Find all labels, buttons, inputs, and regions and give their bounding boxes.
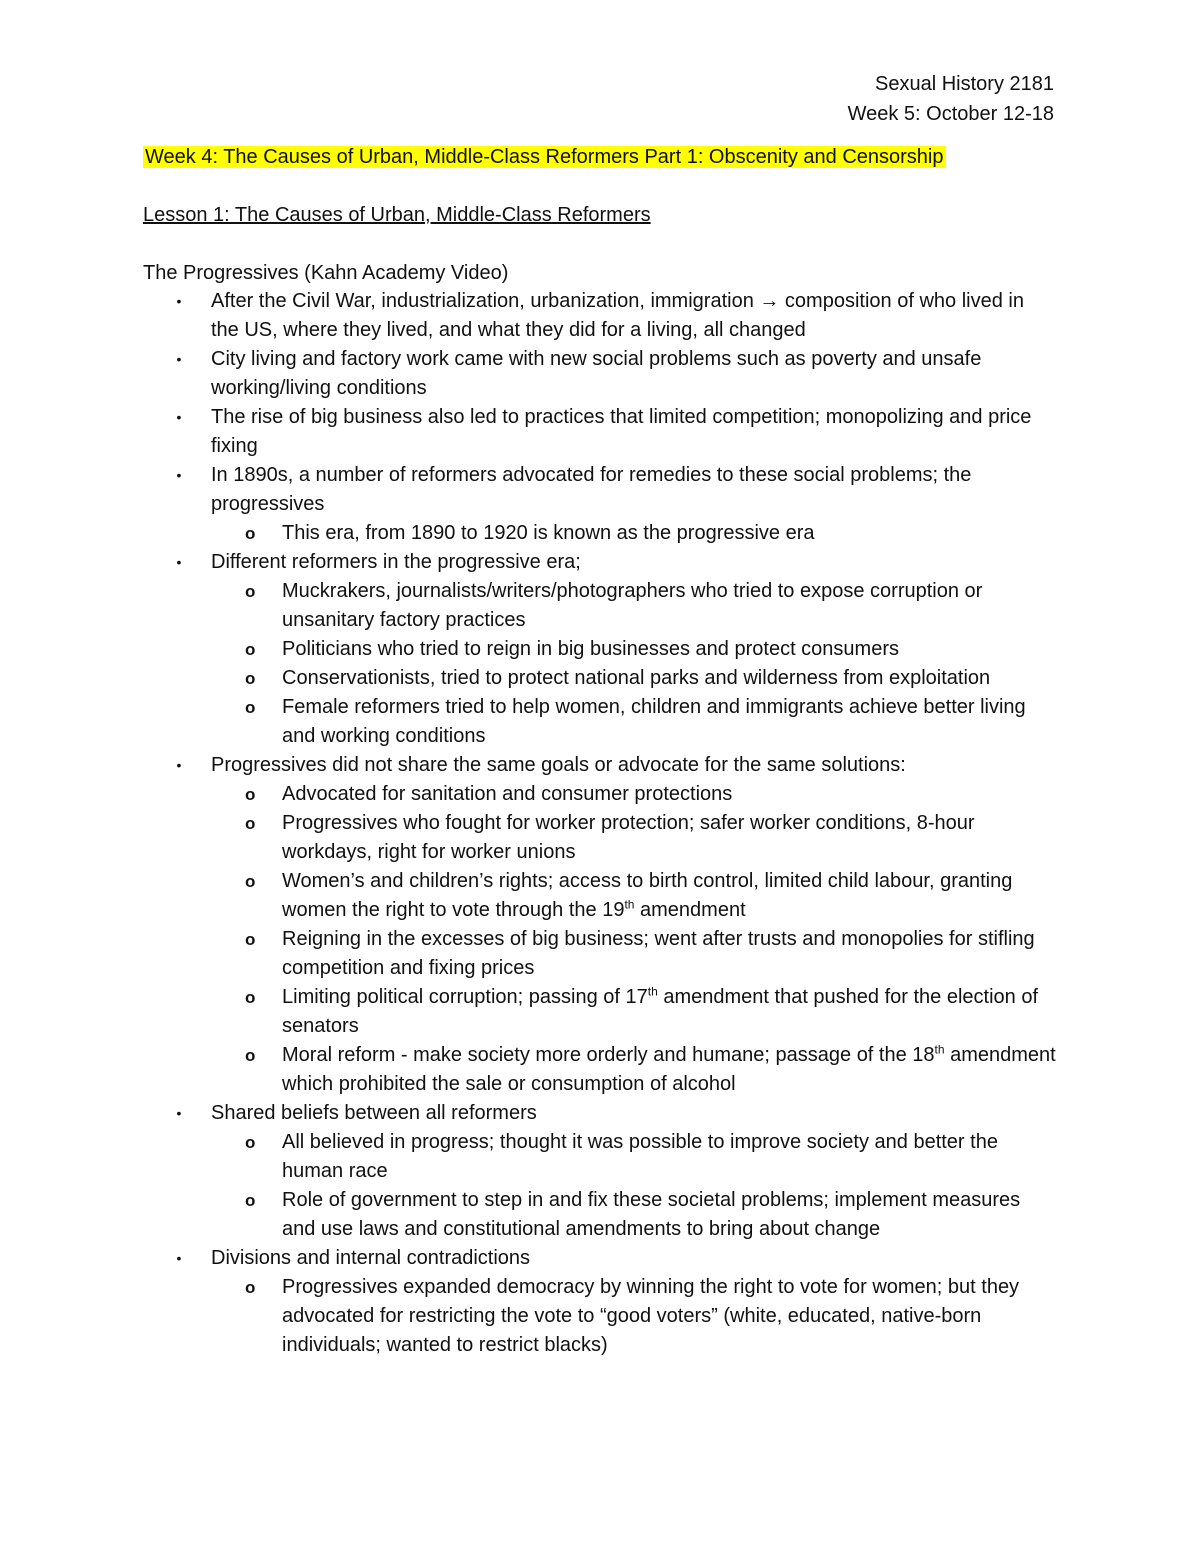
sub-list-item: o Progressives who fought for worker protection; safer worker conditions, 8-hour workdays, right for worker unions bbox=[282, 809, 1058, 867]
sub-list bbox=[211, 780, 1056, 1099]
bullet-icon: • bbox=[176, 293, 182, 309]
lesson-heading: Lesson 1: The Causes of Urban, Middle-Class Reformers bbox=[143, 204, 651, 226]
circle-bullet-icon: o bbox=[245, 698, 256, 717]
sub-list-item: o Role of government to step in and fix these societal problems; implement measures and use laws and constitutional amendments to bring about change bbox=[282, 1186, 1058, 1244]
circle-bullet-icon: o bbox=[245, 582, 256, 601]
sub-list-item: o Conservationists, tried to protect national parks and wilderness from exploitation bbox=[282, 664, 1058, 693]
week-header: Week 5: October 12-18 bbox=[847, 103, 1054, 125]
page-title bbox=[143, 143, 946, 172]
list-item: • Different reformers in the progressive era; o Muckrakers, journalists/writers/photographers who tried to expose corruption or unsanitary factory practices o Politicians who tried to reign in big businesses and protect consumers o Conservationists, tried to protect national parks and wilderness from exploitation o Female reformers tried to help women, children and immigrants achieve better living and working conditions bbox=[0, 548, 1056, 751]
sub-list-item: o This era, from 1890 to 1920 is known as the progressive era bbox=[282, 519, 1058, 548]
circle-bullet-icon: o bbox=[245, 872, 256, 891]
sub-list bbox=[211, 577, 1056, 751]
course-header: Sexual History 2181 bbox=[875, 73, 1054, 95]
sub-list-item: o Moral reform - make society more orderly and humane; passage of the 18th amendment which prohibited the sale or consumption of alcohol bbox=[245, 1042, 1056, 1095]
circle-bullet-icon: o bbox=[245, 988, 256, 1007]
sub-list-item: o Limiting political corruption; passing of 17th amendment that pushed for the election of senators bbox=[245, 984, 1039, 1037]
sub-list-item: o Muckrakers, journalists/writers/photographers who tried to expose corruption or unsanitary factory practices bbox=[282, 577, 1058, 635]
list-item: • Divisions and internal contradictions o Progressives expanded democracy by winning the right to vote for women; but they advocated for restricting the vote to “good voters” (white, educated, native-born individuals; wanted to restrict blacks) bbox=[0, 1244, 1056, 1360]
bullet-icon: • bbox=[176, 351, 182, 367]
circle-bullet-icon: o bbox=[245, 1278, 256, 1297]
sub-list-item: o Reigning in the excesses of big business; went after trusts and monopolies for stifling competition and fixing prices bbox=[282, 925, 1058, 983]
sub-list bbox=[211, 1273, 1056, 1360]
list-item: • City living and factory work came with new social problems such as poverty and unsafe working/living conditions bbox=[0, 345, 1056, 403]
circle-bullet-icon: o bbox=[245, 524, 256, 543]
circle-bullet-icon: o bbox=[245, 1191, 256, 1210]
list-item: • The rise of big business also led to practices that limited competition; monopolizing and price fixing bbox=[0, 403, 1056, 461]
sub-list-item: o Advocated for sanitation and consumer protections bbox=[282, 780, 1058, 809]
circle-bullet-icon: o bbox=[245, 1133, 256, 1152]
circle-bullet-icon: o bbox=[245, 814, 256, 833]
circle-bullet-icon: o bbox=[245, 930, 256, 949]
circle-bullet-icon: o bbox=[245, 785, 256, 804]
bullet-icon: • bbox=[176, 757, 182, 773]
sub-list-item: o Progressives expanded democracy by winning the right to vote for women; but they advocated for restricting the vote to “good voters” (white, educated, native-born individuals; wanted to restrict blacks) bbox=[282, 1273, 1058, 1360]
sub-list bbox=[211, 519, 1056, 548]
sub-list-item: o Female reformers tried to help women, children and immigrants achieve better living and working conditions bbox=[282, 693, 1058, 751]
list-item: • Shared beliefs between all reformers o All believed in progress; thought it was possible to improve society and better the human race o Role of government to step in and fix these societal problems; implement measures and use laws and constitutional amendments to bring about change bbox=[0, 1099, 1056, 1244]
highlighted-title: Week 4: The Causes of Urban, Middle-Class Reformers Part 1: Obscenity and Censorship bbox=[145, 146, 944, 168]
sub-list bbox=[211, 1128, 1056, 1244]
bullet-icon: • bbox=[176, 554, 182, 570]
sub-list-item: o Women’s and children’s rights; access to birth control, limited child labour, granting women the right to vote through the 19th amendment bbox=[282, 867, 1058, 925]
bullet-icon: • bbox=[176, 409, 182, 425]
circle-bullet-icon: o bbox=[245, 640, 256, 659]
bullet-list bbox=[0, 287, 1200, 1360]
list-item: • Progressives did not share the same goals or advocate for the same solutions: o Advocated for sanitation and consumer protections o Progressives who fought for worker protection; safer worker conditions, 8-hour workdays, right for worker unions o Women’s and children’s rights; access to birth control, limited child labour, granting women the right to vote through the 19th amendment o Reigning in the excesses of big business; went after trusts and monopolies for stifling competition and fixing prices o Limiting political corruption; passing of 17th amendment that pushed for the election of senators o Moral reform - make society more orderly and humane; passage of the 18th amendment which prohibited the sale or consumption of alcohol bbox=[0, 751, 1056, 1099]
sub-list-item: o All believed in progress; thought it was possible to improve society and better the human race bbox=[282, 1128, 1058, 1186]
bullet-icon: • bbox=[176, 1250, 182, 1266]
arrow-right-icon: → bbox=[759, 290, 780, 312]
sub-list-item: o Politicians who tried to reign in big businesses and protect consumers bbox=[282, 635, 1058, 664]
circle-bullet-icon: o bbox=[245, 1046, 256, 1065]
bullet-icon: • bbox=[176, 467, 182, 483]
section-heading: The Progressives (Kahn Academy Video) bbox=[143, 262, 509, 284]
bullet-icon: • bbox=[176, 1105, 182, 1121]
list-item: • After the Civil War, industrialization, urbanization, immigration → composition of who lived in the US, where they lived, and what they did for a living, all changed bbox=[0, 287, 1056, 345]
circle-bullet-icon: o bbox=[245, 669, 256, 688]
list-item: • In 1890s, a number of reformers advocated for remedies to these social problems; the progressives o This era, from 1890 to 1920 is known as the progressive era bbox=[0, 461, 1056, 548]
